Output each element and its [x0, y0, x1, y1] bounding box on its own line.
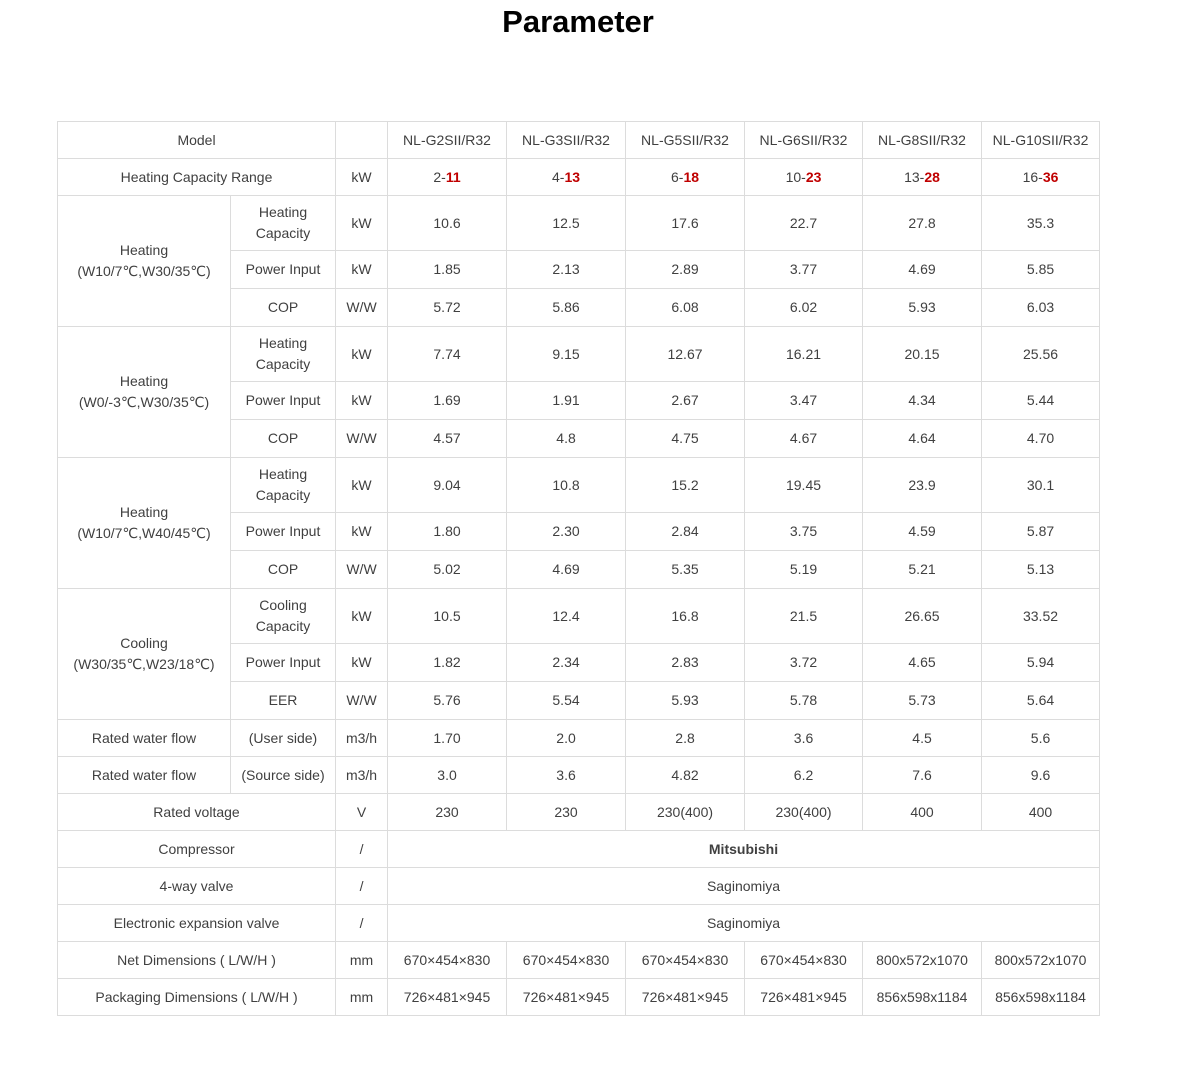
unit-cell: V [336, 794, 388, 831]
unit-cell: kW [336, 458, 388, 513]
value-cell: 12.67 [626, 327, 745, 382]
section-group-line2: (W0/-3℃,W30/35℃) [78, 394, 210, 410]
value-cell: 3.0 [388, 757, 507, 794]
value-cell: 726×481×945 [388, 979, 507, 1016]
value-cell: 3.72 [745, 644, 863, 682]
value-cell: 3.47 [745, 382, 863, 420]
range-lo: 6- [671, 168, 684, 185]
row-label: Power Input [231, 382, 336, 420]
range-hi: 23 [805, 168, 822, 185]
unit-cell: kW [336, 513, 388, 551]
value-cell: 5.64 [982, 682, 1100, 720]
row-label: Electronic expansion valve [58, 905, 336, 942]
value-cell: 9.6 [982, 757, 1100, 794]
section-group-line1: Cooling [120, 635, 168, 651]
value-cell: 20.15 [863, 327, 982, 382]
value-cell: 5.85 [982, 251, 1100, 289]
value-cell: 4.65 [863, 644, 982, 682]
value-cell: 5.87 [982, 513, 1100, 551]
value-cell: 5.73 [863, 682, 982, 720]
value-cell: 3.6 [507, 757, 626, 794]
value-cell: 5.44 [982, 382, 1100, 420]
parameter-table [57, 121, 1100, 1016]
model-name-cell: NL-G6SII/R32 [745, 122, 863, 159]
section-row [58, 458, 1100, 513]
range-value-cell [745, 159, 863, 196]
value-cell: 33.52 [982, 589, 1100, 644]
value-cell: 5.02 [388, 551, 507, 589]
value-cell: 4.8 [507, 420, 626, 458]
value-cell: 3.77 [745, 251, 863, 289]
value-cell: 1.80 [388, 513, 507, 551]
value-cell: 5.13 [982, 551, 1100, 589]
unit-cell [336, 122, 388, 159]
capacity-range-row [58, 159, 1100, 196]
value-cell: 230(400) [745, 794, 863, 831]
value-cell: 19.45 [745, 458, 863, 513]
value-cell: 5.76 [388, 682, 507, 720]
value-cell: 4.70 [982, 420, 1100, 458]
value-cell: 4.64 [863, 420, 982, 458]
model-name-cell: NL-G3SII/R32 [507, 122, 626, 159]
value-cell: 5.21 [863, 551, 982, 589]
row-label: Heating Capacity [231, 327, 336, 382]
value-cell: 15.2 [626, 458, 745, 513]
value-cell: 726×481×945 [745, 979, 863, 1016]
value-cell: 400 [982, 794, 1100, 831]
value-cell: 4.5 [863, 720, 982, 757]
model-label: Model [58, 122, 336, 159]
section-group-line1: Heating [119, 504, 169, 520]
value-cell: 21.5 [745, 589, 863, 644]
unit-cell: mm [336, 942, 388, 979]
row-label: Compressor [58, 831, 336, 868]
value-cell: 10.8 [507, 458, 626, 513]
value-cell: 1.82 [388, 644, 507, 682]
range-hi: 18 [683, 168, 700, 185]
row-label: COP [231, 289, 336, 327]
value-cell: 856x598x1184 [982, 979, 1100, 1016]
value-cell: 4.59 [863, 513, 982, 551]
value-cell: 7.74 [388, 327, 507, 382]
value-cell: 22.7 [745, 196, 863, 251]
value-cell: 4.67 [745, 420, 863, 458]
value-cell: 10.5 [388, 589, 507, 644]
unit-cell: W/W [336, 682, 388, 720]
value-cell: 5.54 [507, 682, 626, 720]
value-cell: 7.6 [863, 757, 982, 794]
range-lo: 16- [1022, 168, 1043, 185]
value-cell: 26.65 [863, 589, 982, 644]
row-label: Power Input [231, 251, 336, 289]
value-cell: 2.84 [626, 513, 745, 551]
value-cell: 2.0 [507, 720, 626, 757]
row-label: Net Dimensions ( L/W/H ) [58, 942, 336, 979]
value-cell: 16.8 [626, 589, 745, 644]
component-value-cell: Saginomiya [388, 868, 1100, 905]
range-value-cell [982, 159, 1100, 196]
unit-cell: mm [336, 979, 388, 1016]
value-cell: 30.1 [982, 458, 1100, 513]
value-cell: 12.4 [507, 589, 626, 644]
value-cell: 4.34 [863, 382, 982, 420]
section-group-label [58, 196, 231, 327]
water-flow-row [58, 720, 1100, 757]
section-group-label [58, 327, 231, 458]
unit-cell: kW [336, 327, 388, 382]
value-cell: 25.56 [982, 327, 1100, 382]
section-group-line1: Heating [119, 242, 169, 258]
value-cell: 1.85 [388, 251, 507, 289]
value-cell: 12.5 [507, 196, 626, 251]
unit-cell: kW [336, 644, 388, 682]
section-row [58, 196, 1100, 251]
model-name-cell: NL-G5SII/R32 [626, 122, 745, 159]
value-cell: 4.82 [626, 757, 745, 794]
value-cell: 670×454×830 [507, 942, 626, 979]
component-row [58, 831, 1100, 868]
row-label: Power Input [231, 644, 336, 682]
range-value-cell [626, 159, 745, 196]
section-row [58, 589, 1100, 644]
range-hi: 11 [445, 168, 461, 185]
model-name-cell: NL-G10SII/R32 [982, 122, 1100, 159]
voltage-row [58, 794, 1100, 831]
unit-cell: W/W [336, 420, 388, 458]
value-cell: 9.15 [507, 327, 626, 382]
value-cell: 1.70 [388, 720, 507, 757]
value-cell: 5.6 [982, 720, 1100, 757]
range-lo: 10- [785, 168, 806, 185]
row-label: Cooling Capacity [231, 589, 336, 644]
model-row [58, 122, 1100, 159]
unit-cell: / [336, 905, 388, 942]
dimensions-row [58, 979, 1100, 1016]
value-cell: 10.6 [388, 196, 507, 251]
value-cell: 5.78 [745, 682, 863, 720]
value-cell: 1.69 [388, 382, 507, 420]
range-lo: 13- [904, 168, 925, 185]
value-cell: 856x598x1184 [863, 979, 982, 1016]
value-cell: 27.8 [863, 196, 982, 251]
row-sublabel: (Source side) [231, 757, 336, 794]
value-cell: 5.93 [863, 289, 982, 327]
value-cell: 726×481×945 [626, 979, 745, 1016]
value-cell: 6.08 [626, 289, 745, 327]
value-cell: 670×454×830 [626, 942, 745, 979]
value-cell: 230 [388, 794, 507, 831]
row-label: Rated water flow [58, 757, 231, 794]
value-cell: 2.13 [507, 251, 626, 289]
value-cell: 2.30 [507, 513, 626, 551]
value-cell: 400 [863, 794, 982, 831]
unit-cell: / [336, 831, 388, 868]
value-cell: 800x572x1070 [982, 942, 1100, 979]
component-value-cell: Mitsubishi [388, 831, 1100, 868]
value-cell: 6.02 [745, 289, 863, 327]
unit-cell: kW [336, 251, 388, 289]
row-label: EER [231, 682, 336, 720]
value-cell: 6.2 [745, 757, 863, 794]
row-label: Heating Capacity [231, 458, 336, 513]
value-cell: 16.21 [745, 327, 863, 382]
row-label: COP [231, 420, 336, 458]
page-container [57, 0, 1099, 1016]
value-cell: 2.34 [507, 644, 626, 682]
unit-cell: W/W [336, 289, 388, 327]
unit-cell: / [336, 868, 388, 905]
range-lo: 2- [433, 168, 446, 185]
unit-cell: m3/h [336, 757, 388, 794]
component-value-cell: Saginomiya [388, 905, 1100, 942]
value-cell: 3.6 [745, 720, 863, 757]
unit-cell: kW [336, 196, 388, 251]
value-cell: 9.04 [388, 458, 507, 513]
value-cell: 230(400) [626, 794, 745, 831]
unit-cell: kW [336, 159, 388, 196]
value-cell: 5.19 [745, 551, 863, 589]
value-cell: 670×454×830 [388, 942, 507, 979]
section-group-line1: Heating [119, 373, 169, 389]
page-title: Parameter [502, 4, 654, 39]
value-cell: 5.93 [626, 682, 745, 720]
row-sublabel: (User side) [231, 720, 336, 757]
value-cell: 4.75 [626, 420, 745, 458]
range-value-cell [388, 159, 507, 196]
water-flow-row [58, 757, 1100, 794]
unit-cell: m3/h [336, 720, 388, 757]
value-cell: 5.72 [388, 289, 507, 327]
component-row [58, 905, 1100, 942]
value-cell: 2.83 [626, 644, 745, 682]
dimensions-row [58, 942, 1100, 979]
row-label: Power Input [231, 513, 336, 551]
model-name-cell: NL-G2SII/R32 [388, 122, 507, 159]
value-cell: 2.67 [626, 382, 745, 420]
value-cell: 17.6 [626, 196, 745, 251]
row-label: Heating Capacity [231, 196, 336, 251]
value-cell: 4.69 [863, 251, 982, 289]
range-lo: 4- [552, 168, 565, 185]
row-label: COP [231, 551, 336, 589]
value-cell: 670×454×830 [745, 942, 863, 979]
section-group-line2: (W10/7℃,W30/35℃) [77, 263, 211, 279]
value-cell: 5.86 [507, 289, 626, 327]
row-label: Rated water flow [58, 720, 231, 757]
row-label: Heating Capacity Range [58, 159, 336, 196]
value-cell: 230 [507, 794, 626, 831]
value-cell: 800x572x1070 [863, 942, 982, 979]
model-name-cell: NL-G8SII/R32 [863, 122, 982, 159]
value-cell: 4.57 [388, 420, 507, 458]
component-row [58, 868, 1100, 905]
row-label: 4-way valve [58, 868, 336, 905]
section-group-line2: (W10/7℃,W40/45℃) [77, 525, 211, 541]
value-cell: 4.69 [507, 551, 626, 589]
value-cell: 23.9 [863, 458, 982, 513]
section-group-label [58, 589, 231, 720]
range-value-cell [863, 159, 982, 196]
value-cell: 6.03 [982, 289, 1100, 327]
unit-cell: W/W [336, 551, 388, 589]
row-label: Rated voltage [58, 794, 336, 831]
row-label: Packaging Dimensions ( L/W/H ) [58, 979, 336, 1016]
value-cell: 35.3 [982, 196, 1100, 251]
section-group-label [58, 458, 231, 589]
value-cell: 2.8 [626, 720, 745, 757]
value-cell: 5.35 [626, 551, 745, 589]
value-cell: 2.89 [626, 251, 745, 289]
value-cell: 3.75 [745, 513, 863, 551]
range-hi: 13 [564, 168, 581, 185]
unit-cell: kW [336, 589, 388, 644]
range-value-cell [507, 159, 626, 196]
range-hi: 36 [1042, 168, 1059, 185]
unit-cell: kW [336, 382, 388, 420]
value-cell: 5.94 [982, 644, 1100, 682]
range-hi: 28 [924, 168, 940, 185]
value-cell: 726×481×945 [507, 979, 626, 1016]
section-group-line2: (W30/35℃,W23/18℃) [73, 656, 215, 672]
value-cell: 1.91 [507, 382, 626, 420]
section-row [58, 327, 1100, 382]
